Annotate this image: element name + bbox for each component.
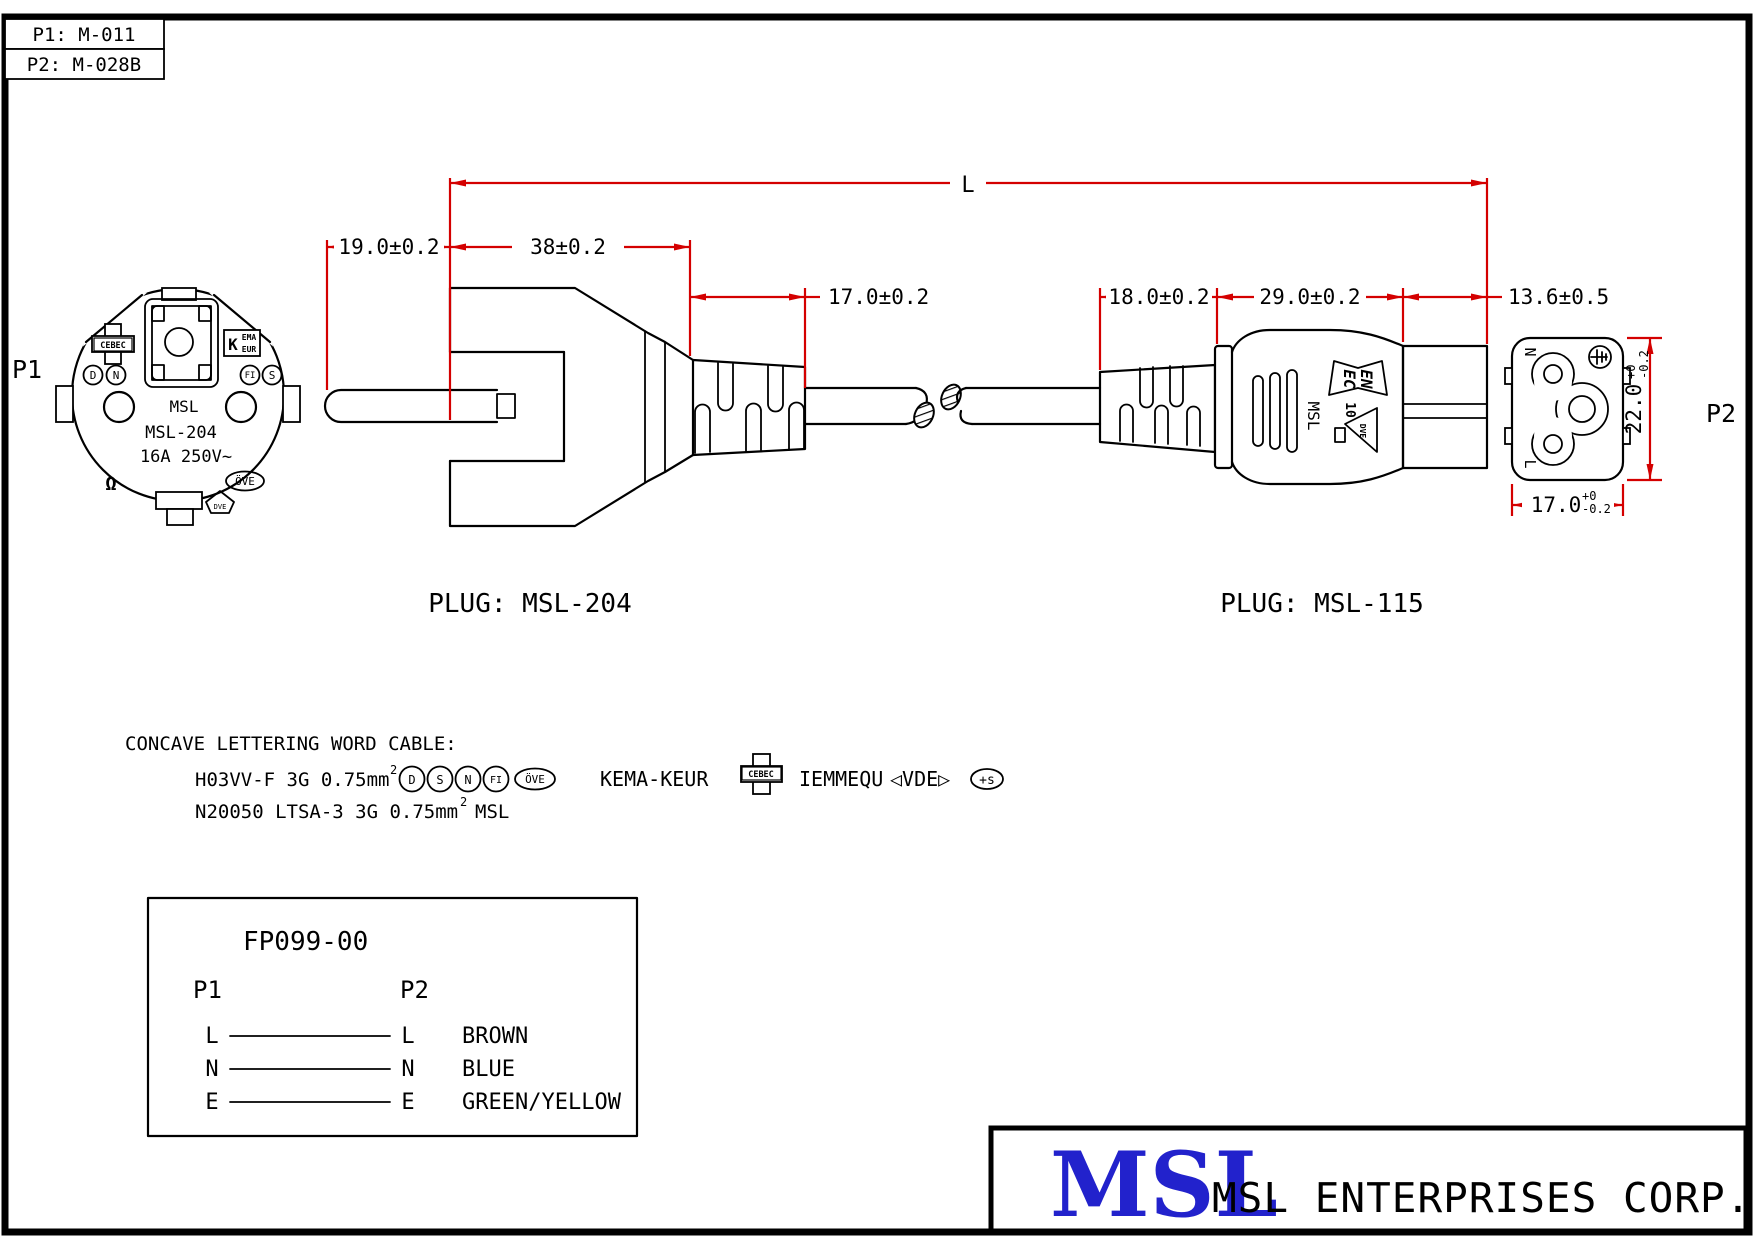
plug2-face-view [1505,338,1630,480]
ohm-mark-icon: Ω [105,473,117,495]
mark-n: N [112,369,120,382]
lettering-heading: CONCAVE LETTERING WORD CABLE: [125,733,457,755]
lettering-line2-sup: 2 [460,795,468,809]
lettering-mark-fi: FI [489,775,503,786]
plug1-face-view [56,288,300,525]
cable-break [805,381,1100,430]
wiring-diagram [148,898,637,1136]
wiring-row2-from: N [205,1057,219,1082]
connector-brand: MSL [1304,401,1323,431]
ove-mark-icon: ÖVE [235,475,255,488]
lettering-mark-d: D [408,773,416,787]
wiring-row3-to: E [401,1090,415,1115]
lettering-line2: N20050 LTSA-3 3G 0.75mm [195,801,459,823]
ref-p2: P2: M-028B [26,54,142,76]
kema-bot: EUR [241,345,257,354]
cebec-mark-text: CEBEC [100,341,126,351]
approval-letters [84,366,282,385]
dim-face-w-tm: -0.2 [1582,502,1611,516]
face-rating: 16A 250V~ [139,447,233,467]
dim-relief: 18.0±0.2 [1108,285,1210,309]
wiring-row2-to: N [401,1057,415,1082]
kema-top: EMA [241,333,257,342]
lettering-vde: ◁VDE▷ [890,767,951,791]
plug2-side-view [1100,330,1487,484]
lettering-mark-ove: ÖVE [525,773,545,786]
dim-face-h: 22.0 [1622,383,1646,435]
wiring-row1-from: L [205,1024,219,1049]
dim-face-w: 17.0 [1530,493,1582,517]
company-logo: MSL [1050,1132,1278,1238]
enec-number: 10 [1342,402,1357,418]
mark-fi: FI [244,371,256,381]
lettering-cebec-icon [741,754,782,794]
enec-top: EN [1357,369,1376,389]
dim-face-w-tp: +0 [1582,489,1597,503]
dim-conn-body: 29.0±0.2 [1259,285,1361,309]
lettering-plus-s: +s [979,773,995,788]
plug2-title: PLUG: MSL-115 [1220,589,1424,619]
lettering-mark-s: S [436,773,444,787]
socket-line: L [1521,459,1539,469]
title-block [991,1128,1751,1238]
reference-table [5,19,164,79]
lettering-mark-n: N [464,773,472,787]
wiring-row3-from: E [205,1090,219,1115]
dim-face-h-tm: -0.2 [1637,350,1651,379]
lettering-line2-suffix: MSL [475,801,510,823]
lettering-kema: KEMA-KEUR [600,767,709,791]
plug1-side-view [325,288,805,526]
dimension-lines [327,170,1662,518]
ref-p1: P1: M-011 [32,24,136,46]
lettering-line1-sup: 2 [390,763,398,777]
plug1-title: PLUG: MSL-204 [428,589,632,619]
wiring-col2: P2 [400,976,429,1004]
wiring-row3-color: GREEN/YELLOW [462,1090,621,1115]
wiring-row1-to: L [401,1024,415,1049]
wiring-row1-color: BROWN [462,1024,529,1049]
kema-mark-icon [224,330,260,356]
enec-mark-icon [1329,361,1387,395]
vde-triangle-text: DVE [1358,423,1367,439]
lettering-line1: H03VV-F 3G 0.75mm [195,769,390,791]
cable-lettering [125,733,1003,823]
dim-overall: L [961,173,975,198]
dim-nose: 13.6±0.5 [1508,285,1610,309]
wiring-part-number: FP099-00 [243,927,369,957]
wiring-row2-color: BLUE [462,1057,515,1082]
company-name: MSL ENTERPRISES CORP. [1212,1174,1752,1222]
kema-k: K [228,335,238,354]
mark-d: D [89,369,97,382]
socket-neutral: N [1521,347,1539,357]
dim-face-h-tp: +0 [1624,364,1638,379]
lettering-cebec-text: CEBEC [748,770,774,780]
face-model: MSL-204 [145,423,217,443]
p1-label: P1 [12,355,43,384]
face-brand: MSL [169,397,199,416]
dve-mark-text: DVE [213,503,227,511]
mark-s: S [268,369,276,382]
wiring-col1: P1 [193,976,222,1004]
enec-bot: EC [1340,369,1359,389]
dim-pin: 19.0±0.2 [338,235,440,259]
dim-neck: 17.0±0.2 [828,285,930,309]
lettering-iemmequ: IEMMEQU [799,767,884,791]
dim-body: 38±0.2 [530,235,606,259]
p2-label: P2 [1706,399,1737,428]
